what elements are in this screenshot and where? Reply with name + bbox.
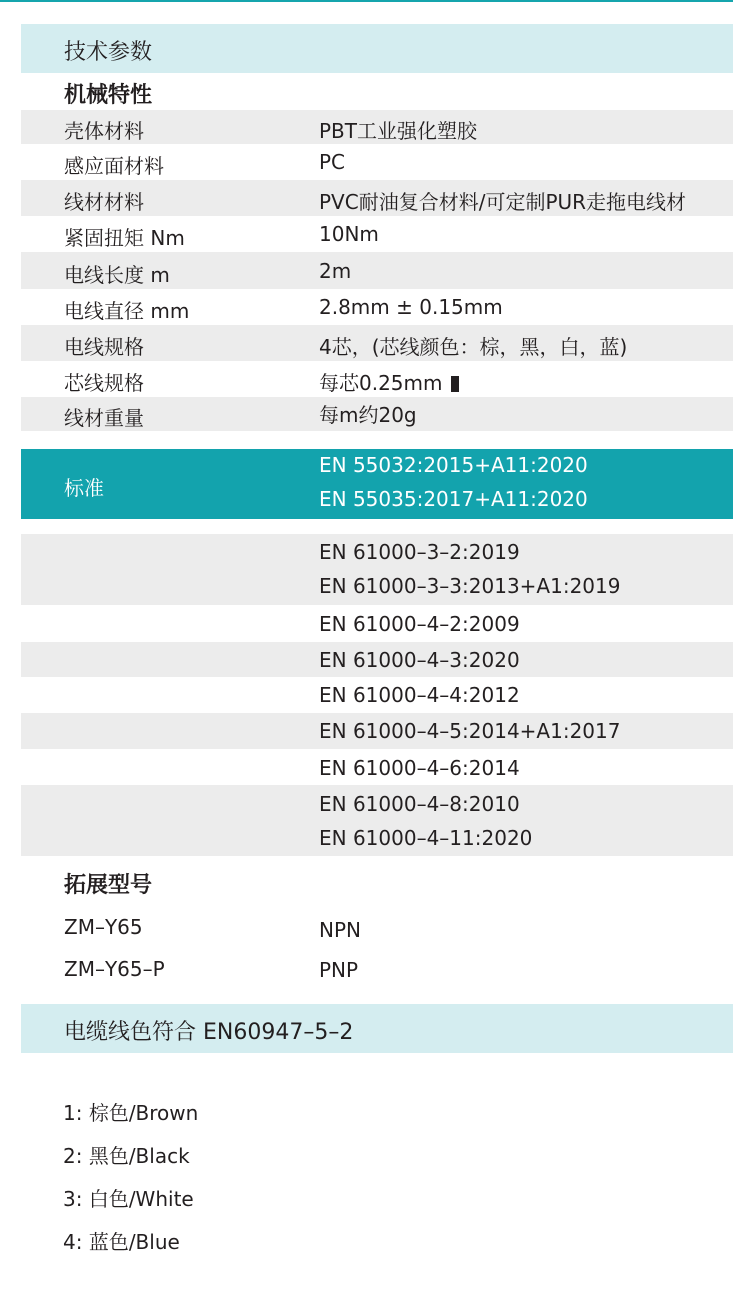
models-section-header <box>21 862 733 902</box>
mech-section-header <box>21 73 733 110</box>
mech-label: 线材材料 <box>64 190 144 214</box>
mech-row <box>21 180 733 216</box>
model-type: PNP <box>319 958 359 982</box>
mech-row <box>21 397 733 431</box>
cable-color-header <box>21 1004 733 1053</box>
model-row <box>21 952 733 990</box>
mech-row <box>21 216 733 252</box>
model-name: ZM–Y65–P <box>64 957 165 981</box>
mech-label: 电线直径 mm <box>64 299 190 323</box>
standards-header <box>21 449 733 519</box>
mech-value: 每m约20g <box>319 403 417 427</box>
standard-item: EN 61000–4–11:2020 <box>319 826 533 850</box>
standards-row <box>21 677 733 713</box>
mech-row <box>21 289 733 325</box>
models-section-title: 拓展型号 <box>64 873 153 898</box>
standard-item: EN 55035:2017+A11:2020 <box>319 487 588 511</box>
standards-group <box>21 785 733 856</box>
mech-value: 4芯，(芯线颜色：棕，黑，白，蓝) <box>319 335 628 359</box>
standards-row <box>21 713 733 749</box>
mech-label: 感应面材料 <box>64 154 164 178</box>
cable-color-item: 1: 棕色/Brown <box>63 1101 199 1125</box>
tech-params-title: 技术参数 <box>64 40 153 65</box>
mech-row <box>21 361 733 397</box>
mech-value: 10Nm <box>319 222 379 246</box>
standard-item: EN 61000–4–8:2010 <box>319 792 520 816</box>
cable-color-item: 4: 蓝色/Blue <box>63 1230 180 1254</box>
mech-value <box>319 367 459 396</box>
standards-group <box>21 534 733 605</box>
mech-label: 电线规格 <box>64 335 144 359</box>
standard-item: EN 61000–4–2:2009 <box>319 612 520 636</box>
standard-item: EN 61000–3–2:2019 <box>319 540 520 564</box>
standards-label: 标准 <box>64 476 104 500</box>
mech-value: 2m <box>319 259 352 283</box>
mech-value: 2.8mm ± 0.15mm <box>319 295 503 319</box>
model-name: ZM–Y65 <box>64 915 143 939</box>
standard-item: EN 61000–3–3:2013+A1:2019 <box>319 574 621 598</box>
cable-color-item: 3: 白色/White <box>63 1187 194 1211</box>
top-accent-line <box>0 0 733 2</box>
model-type: NPN <box>319 918 361 942</box>
tech-params-header <box>21 24 733 73</box>
mech-value: PVC耐油复合材料/可定制PUR走拖电线材 <box>319 190 687 214</box>
mech-label: 紧固扭矩 Nm <box>64 226 185 250</box>
square-marker-icon <box>451 376 459 392</box>
mech-row <box>21 252 733 289</box>
standards-row <box>21 642 733 677</box>
standard-item: EN 61000–4–3:2020 <box>319 648 520 672</box>
model-row <box>21 910 733 948</box>
standard-item: EN 55032:2015+A11:2020 <box>319 453 588 477</box>
mech-label: 芯线规格 <box>64 371 144 395</box>
standards-row <box>21 749 733 785</box>
mech-row <box>21 110 733 144</box>
mech-value-text: 每芯0.25mm <box>319 371 443 395</box>
cable-color-item: 2: 黑色/Black <box>63 1144 190 1168</box>
standard-item: EN 61000–4–6:2014 <box>319 756 520 780</box>
mech-section-title: 机械特性 <box>64 83 153 108</box>
mech-label: 线材重量 <box>64 406 144 430</box>
mech-row <box>21 144 733 180</box>
standard-item: EN 61000–4–4:2012 <box>319 683 520 707</box>
mech-label: 壳体材料 <box>64 119 144 143</box>
cable-color-title: 电缆线色符合 EN60947–5–2 <box>64 1020 354 1045</box>
mech-row <box>21 325 733 361</box>
standard-item: EN 61000–4–5:2014+A1:2017 <box>319 719 621 743</box>
mech-value: PBT工业强化塑胶 <box>319 119 477 143</box>
mech-label: 电线长度 m <box>64 263 170 287</box>
mech-value: PC <box>319 150 346 174</box>
standards-row <box>21 605 733 642</box>
